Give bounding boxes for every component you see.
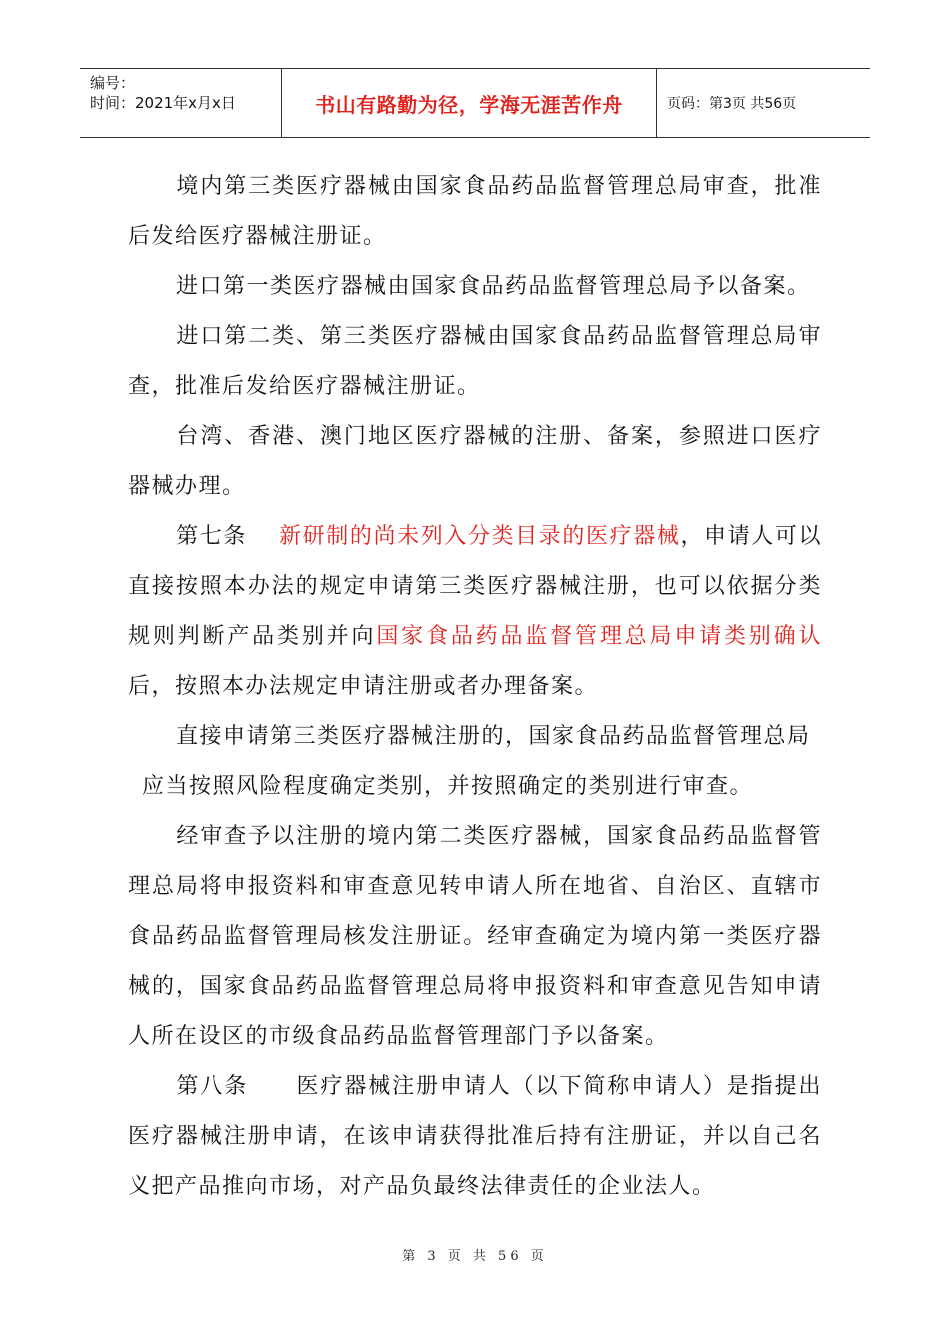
paragraph-text: 直接申请第三类医疗器械注册的，国家食品药品监督管理总局 bbox=[176, 724, 811, 749]
paragraph bbox=[128, 312, 822, 412]
article-eight bbox=[128, 1062, 822, 1212]
paragraph bbox=[128, 162, 822, 262]
header-table bbox=[80, 68, 870, 138]
header-motto-cell bbox=[282, 69, 657, 137]
paragraph-text: 进口第二类、第三类医疗器械由国家食品药品监督管理总局审查，批准后发给医疗器械注册证。 bbox=[128, 324, 822, 399]
header-motto: 书山有路勤为径，学海无涯苦作舟 bbox=[315, 92, 623, 117]
paragraph-text: 医疗器械注册申请人（以下简称申请人）是指提出医疗器械注册申请，在该申请获得批准后持有注册证，并以自己名义把产品推向市场，对产品负最终法律责任的企业法人。 bbox=[128, 1074, 822, 1199]
page-footer: 第 3 页 共 56 页 bbox=[402, 1249, 548, 1264]
paragraph bbox=[128, 412, 822, 512]
article-seven-label: 第七条 bbox=[176, 524, 247, 549]
paragraph-text: 经审查予以注册的境内第二类医疗器械，国家食品药品监督管理总局将申报资料和审查意见转申请人所在地省、自治区、直辖市食品药品监督管理局核发注册证。经审查确定为境内第一类医疗器械的，国家食品药品监督管理总局将申报资料和审查意见告知申请人所在设区的市级食品药品监督管理部门予以备案。 bbox=[128, 824, 822, 1049]
doc-time-label: 时间：2021年x月x日 bbox=[90, 94, 236, 112]
doc-number-label: 编号： bbox=[90, 74, 136, 92]
paragraph bbox=[128, 262, 822, 312]
highlight-new-device: 新研制的尚未列入分类目录的医疗器械 bbox=[278, 524, 681, 549]
paragraph-text: 台湾、香港、澳门地区医疗器械的注册、备案，参照进口医疗器械办理。 bbox=[128, 424, 822, 499]
article-seven bbox=[128, 512, 822, 712]
paragraph-text: 后，按照本办法规定申请注册或者办理备案。 bbox=[128, 674, 599, 699]
body-content bbox=[128, 162, 822, 1212]
paragraph-text: ，申请人可以直接按照本办法的规定申请第三类医疗器械注册，也可以依据分类规则判断产品类别并向 bbox=[128, 524, 822, 649]
header-left-cell bbox=[80, 69, 282, 137]
article-eight-label: 第八条 bbox=[176, 1074, 249, 1099]
paragraph bbox=[128, 812, 822, 1062]
highlight-category-confirm: 国家食品药品监督管理总局申请类别确认 bbox=[376, 624, 822, 649]
paragraph bbox=[128, 712, 822, 812]
header-page-cell bbox=[657, 69, 870, 137]
header-page-info: 页码：第3页 共56页 bbox=[667, 96, 797, 112]
paragraph-text: 应当按照风险程度确定类别，并按照确定的类别进行审查。 bbox=[142, 774, 754, 799]
paragraph-text: 境内第三类医疗器械由国家食品药品监督管理总局审查，批准后发给医疗器械注册证。 bbox=[128, 174, 822, 249]
paragraph-text: 进口第一类医疗器械由国家食品药品监督管理总局予以备案。 bbox=[176, 274, 811, 299]
